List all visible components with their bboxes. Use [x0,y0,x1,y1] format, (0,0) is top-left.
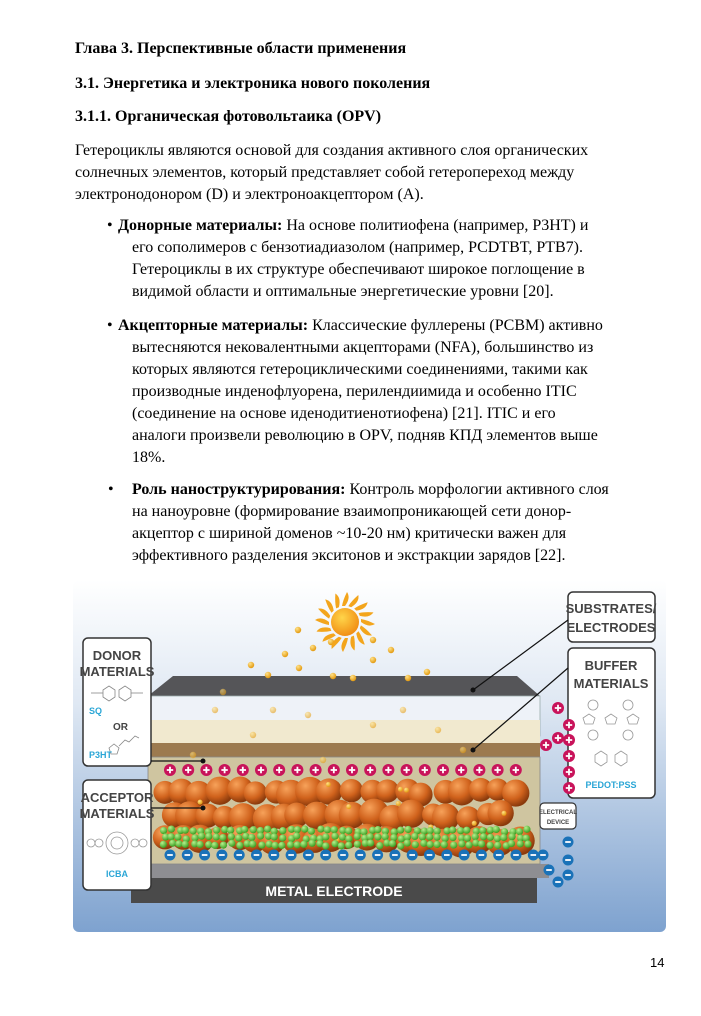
photon [370,637,376,643]
acceptor-sphere [487,834,494,841]
acceptor-sphere [367,833,374,840]
acceptor-sphere [345,835,352,842]
acceptor-sphere [434,834,441,841]
photon [404,788,409,793]
acceptor-sphere [279,834,286,841]
acceptor-sphere [242,833,249,840]
acceptor-sphere [241,826,248,833]
acceptor-sphere [427,841,434,848]
svg-text:DEVICE: DEVICE [546,820,570,826]
acceptor-sphere [464,835,471,842]
acceptor-domain [160,825,532,849]
bullet-line: Гетероциклы в их структуре обеспечивают широкое поглощение в [132,261,585,278]
acceptor-sphere [301,825,308,832]
acceptor-sphere [182,827,189,834]
photon [472,821,477,826]
metal-electrode-label: METAL ELECTRODE [265,883,403,899]
acceptor-sphere [287,841,294,848]
acceptor-sphere [278,842,285,849]
acceptor-sphere [463,827,470,834]
acceptor-sphere [345,827,352,834]
svg-text:BUFFER: BUFFER [584,658,638,673]
acceptor-sphere [411,833,418,840]
photon [326,782,331,787]
acceptor-sphere [397,842,404,849]
opv-device-figure [73,580,666,932]
acceptor-sphere [405,826,412,833]
bullet-dot: • [108,481,114,498]
acceptor-sphere [472,833,479,840]
acceptor-sphere [389,840,396,847]
acceptor-sphere [478,840,485,847]
acceptor-sphere [500,834,507,841]
chapter-heading: Глава 3. Перспективные области применения [75,40,407,57]
acceptor-sphere [227,827,234,834]
photon [502,811,507,816]
donor-sphere [244,781,267,804]
acceptor-sphere [420,840,427,847]
acceptor-sphere [317,825,324,832]
donor-sphere [340,779,363,802]
acceptor-sphere [374,826,381,833]
acceptor-sphere [517,840,524,847]
bullet-line: 18%. [132,449,166,466]
photon [320,757,326,763]
acceptor-sphere [182,841,189,848]
acceptor-sphere [264,825,271,832]
acceptor-sphere [271,833,278,840]
acceptor-sphere [442,835,449,842]
bullet-text: Классические фуллерены (PCBM) активно [308,317,603,334]
svg-text:ICBA: ICBA [106,869,128,879]
bullet-first-line [132,479,609,501]
acceptor-sphere [228,840,235,847]
acceptor-sphere [168,833,175,840]
acceptor-sphere [458,840,465,847]
acceptor-sphere [219,834,226,841]
svg-text:MATERIALS: MATERIALS [79,806,155,821]
acceptor-sphere [404,839,411,846]
gray-base-plate [149,864,549,878]
acceptor-sphere [412,841,419,848]
acceptor-sphere [433,841,440,848]
photon [198,800,203,805]
acceptor-sphere [175,840,182,847]
photon [435,727,441,733]
bullet-dot: • [107,217,113,234]
page-number: 14 [650,955,665,970]
acceptor-sphere [494,842,501,849]
photon [346,804,351,809]
buffer-layer [148,743,540,757]
photon [296,665,302,671]
buffer-layer-light [148,720,540,744]
acceptor-sphere [169,840,176,847]
intro-line: Гетероциклы являются основой для создания активного слоя органических [75,142,589,159]
svg-text:SUBSTRATES/: SUBSTRATES/ [565,601,657,616]
top-electrode-plate [148,676,540,696]
acceptor-sphere [427,827,434,834]
acceptor-sphere [367,839,374,846]
acceptor-sphere [294,841,301,848]
svg-text:MATERIALS: MATERIALS [573,676,649,691]
svg-text:ELECTRODES: ELECTRODES [566,620,656,635]
acceptor-sphere [293,832,300,839]
acceptor-sphere [376,842,383,849]
intro-paragraph [75,140,675,206]
acceptor-sphere [524,840,531,847]
bullet-first-line [118,215,588,237]
acceptor-sphere [354,833,361,840]
bullet-line: видимой области и оптимальные энергетические уровни [20]. [132,283,554,300]
acceptor-sphere [160,841,167,848]
acceptor-sphere [465,841,472,848]
acceptor-sphere [494,835,501,842]
bullet-text: На основе политиофена (например, P3HT) и [282,217,589,234]
acceptor-sphere [508,840,515,847]
photon [248,662,254,668]
svg-text:DONOR: DONOR [92,648,142,663]
photon [370,722,376,728]
photon [190,752,196,758]
svg-text:MATERIALS: MATERIALS [79,664,155,679]
acceptor-sphere [508,833,515,840]
photon [310,645,316,651]
photon [405,675,411,681]
acceptor-sphere [324,826,331,833]
section-heading: 3.1. Энергетика и электроника нового поколения [75,75,431,92]
acceptor-sphere [449,826,456,833]
acceptor-sphere [257,832,264,839]
acceptor-sphere [160,827,167,834]
donor-sphere [397,800,425,828]
acceptor-sphere [258,841,265,848]
acceptor-sphere [266,841,273,848]
acceptor-sphere [220,842,227,849]
svg-text:ACCEPTOR: ACCEPTOR [80,790,154,805]
svg-text:PEDOT:PSS: PEDOT:PSS [585,780,637,790]
acceptor-sphere [309,840,316,847]
acceptor-sphere [322,833,329,840]
photon [388,647,394,653]
acceptor-sphere [441,841,448,848]
photon [460,747,466,753]
acceptor-sphere [426,833,433,840]
acceptor-sphere [419,833,426,840]
photon [370,657,376,663]
photon [295,627,301,633]
donor-sphere [432,803,460,831]
photon [220,689,226,695]
acceptor-sphere [397,826,404,833]
bullet-label: Роль наноструктурирования: [132,481,346,498]
acceptor-sphere [196,841,203,848]
acceptor-sphere [487,842,494,849]
photon [424,669,430,675]
acceptor-sphere [228,833,235,840]
acceptor-sphere [493,826,500,833]
bullet-line: (соединение на основе иденодитиенотиофена) [21]. ITIC и его [132,405,556,422]
bullet-line: аналоги произвели революцию в OPV, подняв КПД элементов выше [132,427,598,444]
acceptor-sphere [213,827,220,834]
photon [400,707,406,713]
svg-text:OR: OR [113,722,128,733]
acceptor-sphere [191,834,198,841]
acceptor-sphere [339,834,346,841]
acceptor-sphere [516,828,523,835]
bullet-label: Донорные материалы: [118,217,283,234]
acceptor-sphere [450,841,457,848]
acceptor-sphere [374,833,381,840]
bullet-line: которых являются гетероциклическими соединениями, такими как [132,361,588,378]
photon [265,672,271,678]
electrical-device-label [539,803,577,829]
svg-text:SQ: SQ [89,706,103,716]
acceptor-sphere [205,833,212,840]
acceptor-sphere [480,833,487,840]
acceptor-sphere [279,827,286,834]
acceptor-sphere [331,826,338,833]
acceptor-sphere [174,833,181,840]
bullet-line: его сополимеров с бензотиадиазолом (например, PCDTBT, PTB7). [132,239,583,256]
bullet-line: эффективного разделения экситонов и экстракции зарядов [22]. [132,547,566,564]
acceptor-sphere [398,835,405,842]
acceptor-sphere [354,841,361,848]
photon [398,787,403,792]
acceptor-sphere [338,842,345,849]
opv-illustration [73,580,666,932]
svg-text:P3HT: P3HT [89,750,113,760]
acceptor-sphere [294,826,301,833]
acceptor-sphere [213,833,220,840]
photon [350,675,356,681]
bullet-dot: • [107,317,113,334]
subsection-heading: 3.1.1. Органическая фотовольтаика (OPV) [75,108,382,125]
bullet-line: производные инденофлуорена, перилендиимида и особенно ITIC [132,383,577,400]
photon [282,651,288,657]
acceptor-sphere [236,842,243,849]
intro-line: солнечных элементов, который представляет собой гетеропереход между [75,164,575,181]
acceptor-sphere [205,841,212,848]
acceptor-sphere [345,842,352,849]
svg-text:ELECTRICAL: ELECTRICAL [539,810,577,816]
bullet-first-line [118,315,603,337]
acceptor-sphere [272,842,279,849]
acceptor-sphere [308,828,315,835]
photon [396,801,401,806]
acceptor-sphere [360,828,367,835]
photon [270,707,276,713]
acceptor-sphere [382,833,389,840]
acceptor-sphere [235,834,242,841]
acceptor-sphere [198,833,205,840]
acceptor-sphere [248,834,255,841]
photon [330,673,336,679]
photon [250,732,256,738]
acceptor-sphere [190,827,197,834]
bullet-line: на наноуровне (формирование взаимопроникающей сети донор- [132,503,572,520]
acceptor-sphere [457,827,464,834]
bullet-line: вытесняются нековалентными акцепторами (NFA), большинство из [132,339,594,356]
acceptor-sphere [211,842,218,849]
acceptor-sphere [449,834,456,841]
bullet-label: Акцепторные материалы: [118,317,309,334]
acceptor-sphere [331,833,338,840]
acceptor-sphere [300,841,307,848]
photon [212,707,218,713]
acceptor-sphere [250,826,257,833]
acceptor-sphere [322,842,329,849]
bullet-text: Контроль морфологии активного слоя [345,481,609,498]
acceptor-sphere [168,825,175,832]
donor-sphere [488,800,514,826]
acceptor-sphere [249,841,256,848]
bullet-line: акцептор с шириной доменов ~10-20 нм) критически важен для [132,525,567,542]
photon [305,712,311,718]
acceptor-sphere [523,826,530,833]
intro-line: электронодонором (D) и электроноакцептором (A). [75,186,424,203]
acceptor-sphere [331,840,338,847]
acceptor-sphere [479,827,486,834]
